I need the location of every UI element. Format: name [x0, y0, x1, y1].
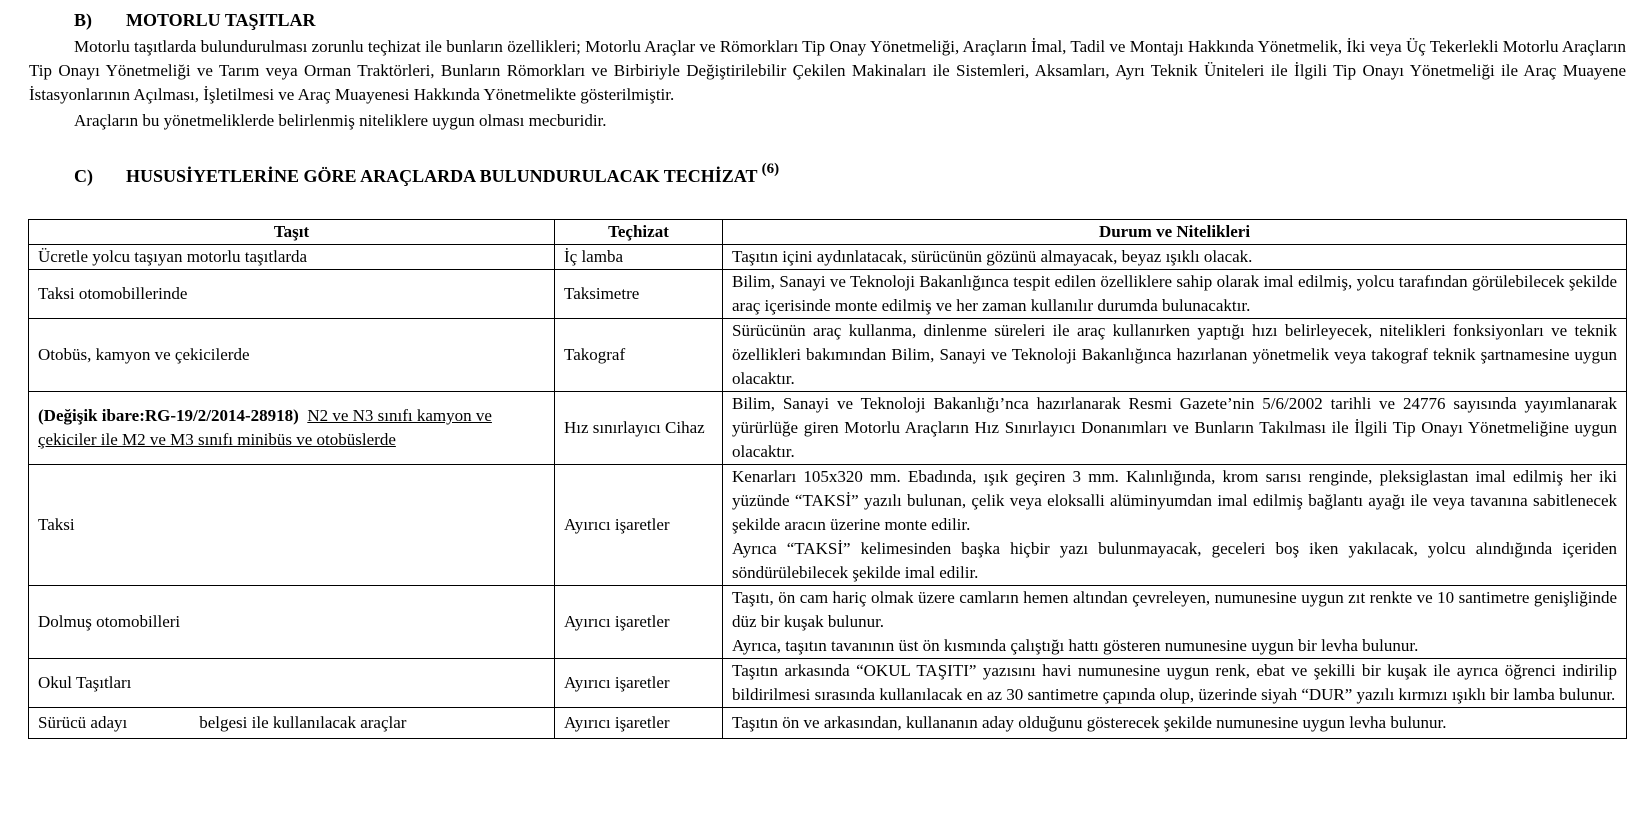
table-header-row [29, 220, 1627, 245]
row-details: Taşıtın ön ve arkasından, kullananın aday olduğunu gösterecek şekilde numunesine uygun levha bulunur. [723, 708, 1627, 739]
details-paragraph: Kenarları 105x320 mm. Ebadında, ışık geçiren 3 mm. Kalınlığında, krom sarısı renginde, pleksiglastan imal edilmiş her iki yüzünde “TAKSİ” yazılı bulunan, çelik veya eloksalli alüminyumdan imal edilmiş bağlantı ayağı ile veya tavanına sabitlenecek şekilde aracın üzerine monte edilir. [732, 467, 1617, 534]
row-details: Taşıtın arkasında “OKUL TAŞITI” yazısını havi numunesine uygun renk, ebat ve şekilli bir kuşak ile ayrıca öğrenci indirilip bildirilmesi sırasında kullanılacak en az 30 santimetre çapında olup, üzerinde siyah “DUR” yazılı kırmızı ışıklı bir lamba bulunur. [723, 659, 1627, 708]
section-b-heading [74, 8, 316, 32]
row-vehicle: Taksi [29, 465, 555, 586]
row-details: Taşıtın içini aydınlatacak, sürücünün gözünü almayacak, beyaz ışıklı olacak. [723, 245, 1627, 270]
details-paragraph: Ayrıca “TAKSİ” kelimesinden başka hiçbir yazı bulunmayacak, geceleri boş iken yakılacak, yolcu alındığında içeriden söndürülebilecek şekilde imal edilir. [732, 539, 1617, 582]
row-details [723, 465, 1627, 586]
row-details: Bilim, Sanayi ve Teknoloji Bakanlığınca tespit edilen özelliklere sahip olarak imal edilmiş, yolcu tarafından görülebilecek şekilde araç içerisinde monte edilmiş ve her zaman kullanılır durumda bulunacaktır. [723, 270, 1627, 319]
section-c-heading [74, 161, 780, 188]
section-b-paragraph-2: Araçların bu yönetmeliklerde belirlenmiş niteliklere uygun olması mecburidir. [74, 111, 607, 130]
row-vehicle: Okul Taşıtları [29, 659, 555, 708]
row-equipment: İç lamba [555, 245, 723, 270]
table-row [29, 708, 1627, 739]
equipment-table [28, 219, 1627, 739]
row-equipment: Hız sınırlayıcı Cihaz [555, 392, 723, 465]
table-row [29, 245, 1627, 270]
row-vehicle: Dolmuş otomobilleri [29, 586, 555, 659]
vehicle-text-part2: belgesi ile kullanılacak araçlar [199, 713, 407, 732]
section-b-number: B) [74, 10, 92, 30]
section-b-title: MOTORLU TAŞITLAR [126, 10, 316, 30]
table-row [29, 270, 1627, 319]
row-equipment: Ayırıcı işaretler [555, 659, 723, 708]
section-c-number: C) [74, 166, 93, 186]
header-vehicle: Taşıt [29, 220, 555, 245]
section-b-paragraph-1: Motorlu taşıtlarda bulundurulması zorunlu teçhizat ile bunların özellikleri; Motorlu Araçlar ve Römorkları Tip Onay Yönetmeliği, Araçların İmal, Tadil ve Montajı Hakkında Yönetmelik, İki veya Üç Tekerlekli Motorlu Araçların Tip Onayı Yönetmeliği ve Tarım veya Orman Traktörleri, Bunların Römorkları ve Birbiriyle Değiştirilebilir Çekilen Makinaları ile Sistemleri, Aksamları, Ayrı Teknik Üniteleri ile İlgili Tip Onayı Yönetmeliği ile Araç Muayene İstasyonlarının Açılması, İşletilmesi ve Araç Muayenesi Hakkında Yönetmelikte gösterilmiştir. [29, 37, 1626, 104]
details-paragraph: Ayrıca, taşıtın tavanının üst ön kısmında çalıştığı hattı gösteren numunesine uygun bir levha bulunur. [732, 636, 1419, 655]
row-vehicle: Ücretle yolcu taşıyan motorlu taşıtlarda [29, 245, 555, 270]
row-equipment: Ayırıcı işaretler [555, 708, 723, 739]
row-equipment: Taksimetre [555, 270, 723, 319]
amended-vehicle-text: N2 ve N3 sınıfı kamyon ve çekiciler ile M2 ve M3 sınıfı minibüs ve otobüslerde [38, 406, 492, 449]
row-equipment: Ayırıcı işaretler [555, 586, 723, 659]
row-vehicle [29, 708, 555, 739]
header-details: Durum ve Nitelikleri [723, 220, 1627, 245]
table-row [29, 465, 1627, 586]
section-c-footnote: (6) [761, 161, 780, 177]
row-vehicle-amended [29, 392, 555, 465]
row-details: Bilim, Sanayi ve Teknoloji Bakanlığı’nca hazırlanarak Resmi Gazete’nin 5/6/2002 tarihli ve 24776 sayısında yayımlanarak yürürlüğe giren Motorlu Araçların Hız Sınırlayıcı Donanımları ve Bunların Takılması ile İlgili Tip Onayı Yönetmeliğine uygun olacaktır. [723, 392, 1627, 465]
row-vehicle: Taksi otomobillerinde [29, 270, 555, 319]
row-equipment: Takograf [555, 319, 723, 392]
details-paragraph: Taşıtı, ön cam hariç olmak üzere camların hemen altından çevreleyen, numunesine uygun zıt renkte ve 10 santimetre genişliğinde düz bir kuşak bulunur. [732, 588, 1617, 631]
table-row [29, 392, 1627, 465]
row-details [723, 586, 1627, 659]
table-row [29, 659, 1627, 708]
table-row [29, 586, 1627, 659]
header-equipment: Teçhizat [555, 220, 723, 245]
section-c-title: HUSUSİYETLERİNE GÖRE ARAÇLARDA BULUNDURULACAK TECHİZAT [126, 166, 758, 186]
table-row [29, 319, 1627, 392]
row-details: Sürücünün araç kullanma, dinlenme süreleri ile araç kullanırken yaptığı hızı belirleyecek, nitelikleri fonksiyonları ve teknik özellikleri bakımından Bilim, Sanayi ve Teknoloji Bakanlığınca hazırlanan yönetmelik veya takograf teknik şartnamesine uygun olacaktır. [723, 319, 1627, 392]
row-vehicle: Otobüs, kamyon ve çekicilerde [29, 319, 555, 392]
vehicle-text-part1: Sürücü adayı [38, 713, 128, 732]
amendment-note: (Değişik ibare:RG-19/2/2014-28918) [38, 406, 299, 425]
row-equipment: Ayırıcı işaretler [555, 465, 723, 586]
